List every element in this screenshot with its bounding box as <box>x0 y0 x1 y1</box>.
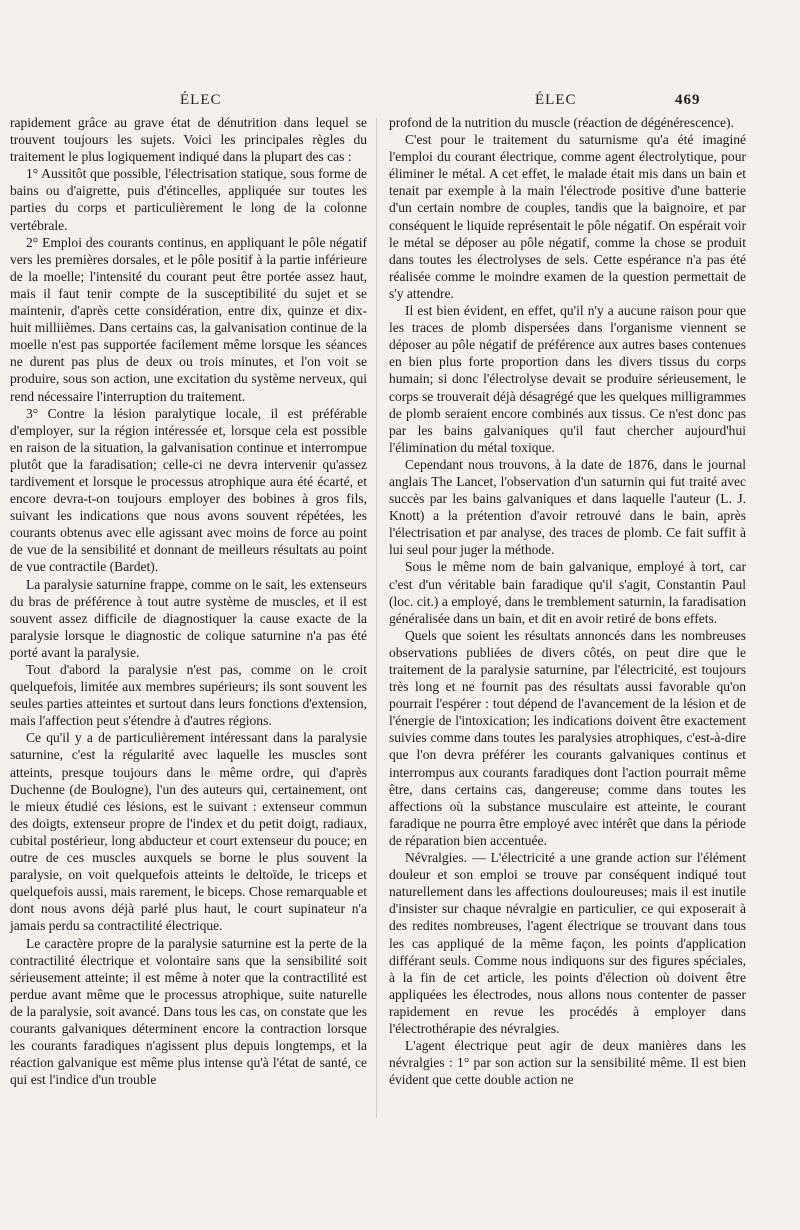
paragraph: 3° Contre la lésion paralytique locale, il est préférable d'employer, sur la région intéressée et, lorsque cela est possible en raison de la situation, la galvanisation continue et interrompue plutôt que la faradisation; celle-ci ne devra intervenir qu'assez tardivement et lorsque le processus atrophique aura été écarté, et encore devra-t-on toujours employer des bobines à gros fils, suivant les indications que nous avons souvent répétées, les courants obtenus avec elle agissant avec moins de force au point de vue de la sensibilité et donnant de meilleurs résultats au point de vue contractile (Bardet). <box>10 405 367 575</box>
paragraph: Il est bien évident, en effet, qu'il n'y a aucune raison pour que les traces de plomb dispersées dans l'organisme viennent se déposer au pôle négatif de préférence aux autres bases contenues en bien plus forte proportion dans les divers tissus du corps humain; si donc l'électrolyse devait se produire sérieusement, le corps se trouverait déjà désagrégé que les quelques milligrammes de plomb seraient encore combinés aux tissus. Ce n'est donc pas par les bains galvaniques qu'il faut chercher aujourd'hui l'élimination du métal toxique. <box>389 303 746 455</box>
paragraph: Ce qu'il y a de particulièrement intéressant dans la paralysie saturnine, c'est la régularité avec laquelle les muscles sont atteints, presque toujours dans le même ordre, qui d'après Duchenne (de Boulogne), l'un des auteurs qui, certainement, ont le mieux étudié ces lésions, est le suivant : extenseur commun des doigts, extenseur propre de l'index et du petit doigt, radiaux, cubital postérieur, long abducteur et court extenseur du pouce; en outre de ces muscles auxquels se borne le plus souvent la paralysie, on voit quelquefois atteints le deltoïde, le triceps et quelquefois aussi, mais rarement, le biceps. Chose remarquable et dont nous avons déjà parlé plus haut, le court supinateur n'a jamais perdu sa contractilité électrique. <box>10 730 367 934</box>
paragraph: La paralysie saturnine frappe, comme on le sait, les extenseurs du bras de préférence à tout autre système de muscles, et il est souvent assez difficile de diagnostiquer la cause exacte de la paralysie lorsque le diagnostic de colique saturnine n'a pas été porté avant la paralysie. <box>10 576 367 660</box>
paragraph: Tout d'abord la paralysie n'est pas, comme on le croit quelquefois, limitée aux membres supérieurs; ils sont souvent les seules parties atteintes et surtout dans leurs fonctions d'extension, mais l'affection peut s'étendre à d'autres régions. <box>10 662 367 729</box>
page-number: 469 <box>675 92 701 108</box>
paragraph: Sous le même nom de bain galvanique, employé à tort, car c'est d'un véritable bain faradique qu'il s'agit, Constantin Paul (loc. cit.) a employé, dans le tremblement saturnin, la faradisation généralisée dans un bain, et dit en avoir retiré de bons effets. <box>389 559 746 626</box>
paragraph: Quels que soient les résultats annoncés dans les nombreuses observations publiées de divers côtés, on peut dire que le traitement de la paralysie saturnine, par l'électricité, est toujours très long et ne fournit pas des résultats aussi favorable qu'on pourrait l'espérer : tout dépend de l'avancement de la lésion et de l'énergie de l'intoxication; les indications doivent être exactement suivies comme dans toutes les paralysies atrophiques, c'est-à-dire que l'on devra préférer les courants galvaniques continus et interrompus aux courants faradiques dont l'action pourrait même être, dans certains cas, dangereuse; comme dans toutes les affections où la substance musculaire est atteinte, le courant faradique ne pourra être employé avec intérêt que dans la période de réparation bien accentuée. <box>389 627 746 848</box>
paragraph: Névralgies. — L'électricité a une grande action sur l'élément douleur et son emploi se trouve par conséquent indiqué tout naturellement dans les affections douloureuses; mais il est inutile d'insister sur chaque névralgie en particulier, ce qui exposerait à des redites nombreuses, l'agent électrique se trouvant dans tous les cas appliqué de la même façon, les points d'application différant seuls. Comme nous indiquons sur des figures spéciales, à la fin de cet article, les points d'élection où doivent être appliquées les électrodes, nous allons nous contenter de passer rapidement en revue les procédés à employer dans l'électrothérapie des névralgies. <box>389 850 746 1036</box>
paragraph: 1° Aussitôt que possible, l'électrisation statique, sous forme de bains ou d'aigrette, puis d'étincelles, appliquée sur toutes les parties du corps et particulièrement le long de la colonne vertébrale. <box>10 166 367 233</box>
paragraph: C'est pour le traitement du saturnisme qu'a été imaginé l'emploi du courant électrique, comme agent électrolytique, pour éliminer le métal. A cet effet, le malade était mis dans un bain et tenait par exemple à la main l'électrode positive d'une batterie d'un certain nombre de couples, tandis que la baignoire, et par conséquent le liquide représentait le pôle négatif. On espérait voir le métal se déposer au pôle négatif, comme la chose se produit dans toutes les électrolyses de sels. Cette espérance n'a pas été réalisée comme le moindre examen de la question permettait de s'y attendre. <box>389 132 746 301</box>
paragraph: L'agent électrique peut agir de deux manières dans les névralgies : 1° par son action sur la sensibilité même. Il est bien évident que cette double action ne <box>389 1038 746 1088</box>
paragraph: Cependant nous trouvons, à la date de 1876, dans le journal anglais The Lancet, l'observation d'un saturnin qui fut traité avec succès par les bains galvaniques et dans laquelle l'auteur (L. J. Knott) a la prétention d'avoir retrouvé dans le bain, après l'électrisation et par analyse, des traces de plomb. Ce fait suffit à lui seul pour juger la méthode. <box>389 456 746 558</box>
column-divider <box>376 118 377 1118</box>
running-header-left: ÉLEC <box>180 92 222 108</box>
running-header-right: ÉLEC <box>535 92 577 108</box>
left-text-column <box>10 114 367 1088</box>
paragraph: profond de la nutrition du muscle (réaction de dégénérescence). <box>389 115 734 130</box>
paragraph: 2° Emploi des courants continus, en appliquant le pôle négatif vers les premières dorsales, et le pôle positif à la partie inférieure de la moelle; l'intensité du courant peut être portée assez haut, mais il faut tenir compte de la susceptibilité du sujet et se maintenir, d'après cette considération, entre dix, quinze et dix-huit milliièmes. Dans certains cas, la galvanisation continue de la moelle n'est pas supportée facilement même lorsque les séances ne durent pas plus de deux ou trois minutes, et l'on voit se produire, sous son action, une excitation du système nerveux, qui rend nécessaire l'interruption du traitement. <box>10 234 367 404</box>
paragraph: Le caractère propre de la paralysie saturnine est la perte de la contractilité électrique et volontaire sans que la sensibilité soit sérieusement atteinte; il est même à noter que la contractilité est perdue avant même que le processus atrophique, suite naturelle de la paralysie, soit avancé. Dans tous les cas, on constate que les courants galvaniques déterminent encore la contraction lorsque les courants faradiques n'agissent plus depuis longtemps, et la réaction galvanique est même plus intense qu'à l'état de santé, ce qui est l'indice d'un trouble <box>10 935 367 1088</box>
right-text-column <box>389 114 746 1088</box>
paragraph: rapidement grâce au grave état de dénutrition dans lequel se trouvent toujours les sujets. Voici les principales règles du traitement le plus logiquement indiqué dans la plupart des cas : <box>10 115 367 165</box>
